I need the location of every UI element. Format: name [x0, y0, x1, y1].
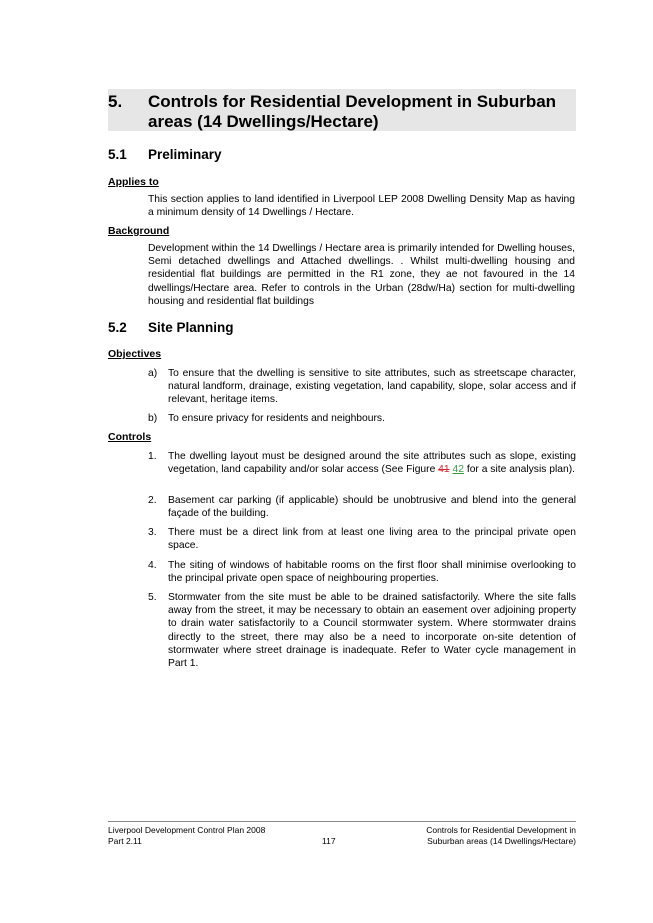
controls-heading: Controls	[108, 431, 152, 443]
footer-part: Part 2.11	[108, 836, 142, 846]
background-heading: Background	[108, 225, 170, 237]
list-text: To ensure privacy for residents and neighbours.	[168, 413, 385, 424]
footer-plan-name: Liverpool Development Control Plan 2008	[108, 825, 266, 835]
list-text: There must be a direct link from at least one living area to the principal private open space.	[168, 527, 576, 552]
list-text: Stormwater from the site must be able to be drained satisfactorily. Where the site falls away from the street, it may be necessary to obtain an easement over adjoining property to drain water satisfactorily to a Council stormwater system. Where stormwater drains directly to the street, there may also be a need to incorporate on-site detention of stormwater where street drainage is inadequate. Refer to Water cycle management in Part 1.	[168, 592, 576, 670]
text-after: for a site analysis plan).	[463, 464, 576, 476]
applies-to-text: This section applies to land identified in Liverpool LEP 2008 Dwelling Density Map as having a minimum density of 14 Dwellings / Hectare.	[148, 194, 575, 219]
heading-title: Site Planning	[148, 320, 234, 335]
list-label: a)	[148, 368, 158, 379]
list-text	[168, 450, 576, 476]
inserted-figure-ref[interactable]: 42	[452, 464, 464, 476]
list-label: 4.	[148, 560, 157, 571]
list-text: The siting of windows of habitable rooms on the first floor shall minimise overlooking to the principal private open space of neighbouring properties.	[168, 560, 576, 585]
objectives-heading: Objectives	[108, 348, 162, 360]
footer-right	[400, 825, 576, 847]
footer-section-line1: Controls for Residential Development in	[426, 825, 576, 835]
heading-number: 5.1	[108, 147, 127, 162]
footer-divider	[108, 821, 576, 822]
list-text: To ensure that the dwelling is sensitive to site attributes, such as streetscape character, natural landform, drainage, existing vegetation, land capability, slope, solar access and if relevant, heritage items.	[168, 368, 576, 406]
footer-section-line2: Suburban areas (14 Dwellings/Hectare)	[427, 836, 576, 846]
list-label: 1.	[148, 451, 157, 462]
text-before: The dwelling layout must be designed around the site attributes such as slope, existing vegetation, land capability and/or solar access (See Figure	[168, 451, 576, 476]
applies-to-heading: Applies to	[108, 176, 159, 188]
section-title: Controls for Residential Development in Suburban areas (14 Dwellings/Hectare)	[148, 92, 557, 131]
heading-number: 5.2	[108, 320, 127, 335]
deleted-figure-ref: 41	[438, 464, 450, 476]
list-text: Basement car parking (if applicable) should be unobtrusive and blend into the general façade of the building.	[168, 495, 576, 520]
heading-title: Preliminary	[148, 147, 222, 162]
list-label: b)	[148, 413, 158, 424]
page-number: 117	[322, 836, 336, 846]
background-text: Development within the 14 Dwellings / Hectare area is primarily intended for Dwelling houses, Semi detached dwellings and Attached dwellings. . Whilst multi-dwelling housing and residential flat buildings are permitted in the R1 zone, they ae not favoured in the 14 dwellings/Hectare area. Refer to controls in the Urban (28dw/Ha) section for multi-dwelling housing and residential flat buildings	[148, 243, 575, 307]
section-number: 5.	[108, 92, 123, 111]
list-label: 3.	[148, 527, 157, 538]
footer-left	[108, 825, 265, 847]
list-label: 2.	[148, 495, 157, 506]
list-label: 5.	[148, 592, 157, 603]
